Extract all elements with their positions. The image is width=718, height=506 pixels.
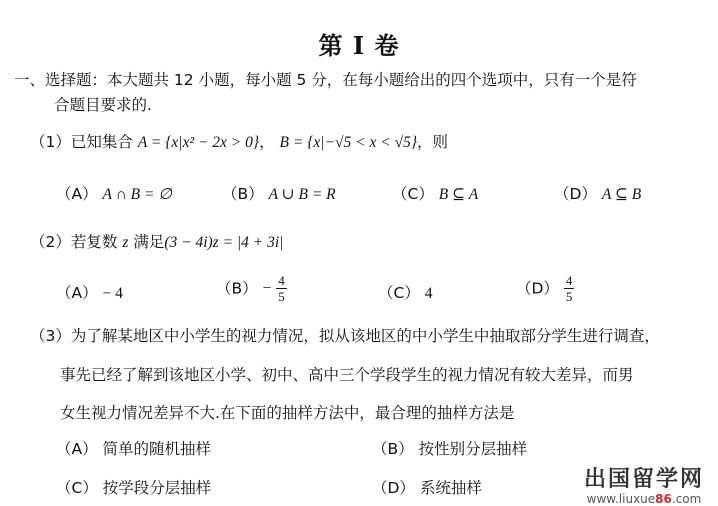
set-a-definition: A = {x|x² − 2x > 0}: [137, 134, 260, 151]
question-text: 已知集合: [70, 133, 133, 151]
option-label: （B）: [222, 185, 264, 203]
q2-option-d[interactable]: [516, 273, 574, 304]
fraction: [564, 273, 575, 304]
option-label: （D）: [372, 479, 415, 497]
question-1-stem: [30, 132, 448, 153]
denominator: 5: [565, 289, 573, 304]
q1-option-b[interactable]: [222, 184, 336, 205]
q3-option-b[interactable]: [372, 439, 527, 459]
q1-option-c[interactable]: [392, 184, 478, 205]
fraction: [276, 273, 287, 304]
question-2-stem: [30, 232, 283, 253]
question-3-line3: 女生视力情况差异不大.在下面的抽样方法中，最合理的抽样方法是: [60, 404, 515, 422]
q1-option-a[interactable]: [56, 184, 172, 205]
q3-option-c[interactable]: [56, 478, 211, 498]
question-3-line1: （3）为了解某地区中小学生的视力情况，拟从该地区的中小学生中抽取部分学生进行调查，: [30, 327, 660, 345]
watermark-url: [584, 492, 704, 506]
denominator: 5: [278, 289, 285, 304]
url-prefix: www.liuxue: [586, 492, 656, 506]
option-text: B ⊆ A: [438, 186, 479, 203]
question-text-tail: ，则: [417, 133, 449, 151]
question-3-line2: 事先已经了解到该地区小学、初中、高中三个学段学生的视力情况有较大差异，而男: [60, 366, 634, 384]
option-label: （C）: [392, 185, 434, 203]
option-label: （C）: [56, 479, 98, 497]
url-suffix: .com: [671, 492, 702, 506]
option-text: A ⊆ B: [601, 186, 642, 203]
set-b-definition: B = {x|−√5 < x < √5}: [279, 134, 418, 151]
q3-option-a[interactable]: [56, 439, 211, 459]
option-label: （A）: [56, 185, 98, 203]
q3-option-d[interactable]: [372, 478, 482, 498]
question-number: （2）: [30, 233, 71, 251]
question-number: （1）: [30, 133, 71, 151]
option-label: （B）: [216, 279, 258, 298]
q1-option-d[interactable]: [554, 184, 641, 205]
q2-option-b[interactable]: [216, 273, 287, 304]
option-text: 按性别分层抽样: [418, 440, 528, 458]
q2-option-a[interactable]: [56, 283, 123, 304]
option-text: − 4: [102, 285, 123, 302]
numerator: 4: [278, 273, 285, 288]
option-label: （A）: [56, 284, 98, 302]
option-label: （A）: [56, 440, 98, 458]
option-label: （B）: [372, 440, 414, 458]
minus-sign: −: [262, 279, 272, 297]
option-label: （C）: [378, 284, 420, 302]
option-label: （D）: [554, 185, 597, 203]
variable-z: z: [122, 234, 129, 251]
option-text: 简单的随机抽样: [102, 440, 212, 458]
option-text: A ∪ B = R: [268, 186, 336, 203]
watermark-title: 出国留学网: [583, 467, 704, 492]
q2-option-c[interactable]: [378, 283, 433, 304]
option-label: （D）: [516, 279, 559, 298]
separator: ，: [259, 133, 275, 151]
question-text: 若复数: [70, 233, 118, 251]
option-text: 系统抽样: [419, 479, 482, 497]
url-number: 86: [655, 492, 672, 506]
question-text-mid: 满足: [133, 233, 165, 251]
numerator: 4: [565, 273, 573, 288]
option-text: 4: [424, 285, 433, 302]
option-text: A ∩ B = ∅: [102, 186, 172, 203]
section-heading-line1: 一、选择题：本大题共 12 小题，每小题 5 分，在每小题给出的四个选项中，只有一个是符: [14, 71, 637, 89]
option-text: 按学段分层抽样: [102, 479, 212, 497]
section-heading-line2: 合题目要求的.: [54, 96, 152, 114]
watermark-logo: [584, 468, 704, 506]
page-title: 第 I 卷: [318, 31, 400, 60]
equation: (3 − 4i)z = |4 + 3i|: [164, 234, 284, 251]
